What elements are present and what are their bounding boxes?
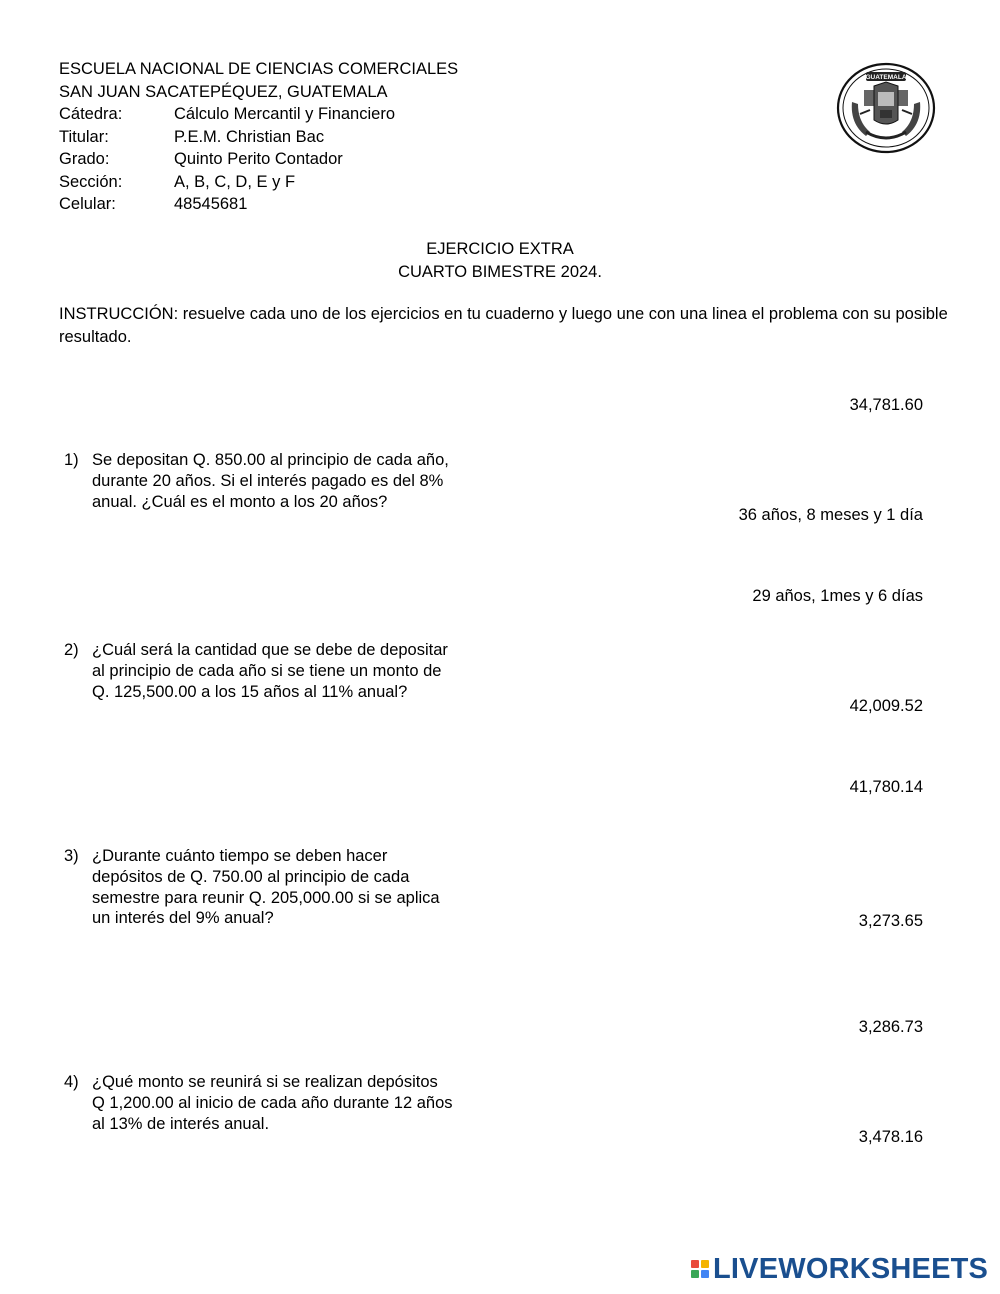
problem-line: Se depositan Q. 850.00 al principio de cada año,	[92, 451, 449, 469]
field-label: Cátedra:	[59, 105, 123, 123]
logo-block-icon	[691, 1260, 699, 1268]
field-value: 48545681	[174, 195, 248, 213]
problem-number: 3)	[64, 847, 79, 865]
field-label: Grado:	[59, 150, 110, 168]
problem-line: semestre para reunir Q. 205,000.00 si se aplica	[92, 888, 440, 907]
field-label: Sección:	[59, 172, 123, 191]
problem-line: anual. ¿Cuál es el monto a los 20 años?	[92, 492, 388, 511]
svg-text:GUATEMALA: GUATEMALA	[865, 74, 907, 81]
answer-option-4[interactable]: 42,009.52	[849, 697, 923, 715]
problem-text	[92, 450, 492, 512]
problem-line: al 13% de interés anual.	[92, 1114, 270, 1133]
school-seal-icon	[836, 62, 936, 154]
problem-line: al principio de cada año si se tiene un monto de	[92, 661, 442, 680]
problem-number: 1)	[64, 451, 79, 469]
instruction-text: INSTRUCCIÓN: resuelve cada uno de los ejercicios en tu cuaderno y luego une con una linea el problema con su posible resultado.	[59, 305, 948, 346]
answer-option-6[interactable]: 3,273.65	[858, 912, 923, 930]
header-field-seccion	[59, 171, 295, 194]
worksheet-subtitle: CUARTO BIMESTRE 2024.	[398, 263, 602, 281]
field-value: P.E.M. Christian Bac	[174, 127, 325, 146]
problem-number: 4)	[64, 1073, 79, 1091]
problem-text	[92, 1072, 492, 1134]
school-location: SAN JUAN SACATEPÉQUEZ, GUATEMALA	[59, 82, 388, 101]
answer-option-8[interactable]: 3,478.16	[858, 1128, 923, 1146]
problem-line: Q 1,200.00 al inicio de cada año durante 12 años	[92, 1093, 453, 1112]
worksheet-title: EJERCICIO EXTRA	[426, 240, 574, 258]
field-value: Quinto Perito Contador	[174, 150, 343, 168]
problem-line: un interés del 9% anual?	[92, 909, 274, 928]
logo-block-icon	[691, 1270, 699, 1278]
header-field-grado	[59, 148, 343, 171]
header-field-catedra	[59, 103, 395, 126]
logo-block-icon	[701, 1270, 709, 1278]
answer-option-2[interactable]: 36 años, 8 meses y 1 día	[738, 506, 923, 524]
logo-block-icon	[701, 1260, 709, 1268]
problem-line: Q. 125,500.00 a los 15 años al 11% anual?	[92, 682, 408, 701]
problem-line: ¿Durante cuánto tiempo se deben hacer	[92, 847, 388, 865]
answer-option-3[interactable]: 29 años, 1mes y 6 días	[752, 587, 923, 605]
header-field-celular	[59, 193, 247, 216]
field-label: Titular:	[59, 127, 109, 146]
field-value: A, B, C, D, E y F	[174, 172, 296, 191]
problem-line: durante 20 años. Si el interés pagado es del 8%	[92, 471, 444, 490]
problem-line: ¿Qué monto se reunirá si se realizan depósitos	[92, 1073, 438, 1091]
answer-option-7[interactable]: 3,286.73	[858, 1018, 923, 1036]
brand-name: LIVEWORKSHEETS	[713, 1252, 989, 1285]
header-field-titular	[59, 126, 324, 149]
problem-text	[92, 640, 492, 702]
school-name: ESCUELA NACIONAL DE CIENCIAS COMERCIALES	[59, 60, 459, 78]
problem-line: ¿Cuál será la cantidad que se debe de depositar	[92, 641, 448, 659]
problem-line: depósitos de Q. 750.00 al principio de cada	[92, 867, 410, 886]
answer-option-1[interactable]: 34,781.60	[849, 396, 923, 414]
logo-blocks-icon	[691, 1260, 709, 1278]
answer-option-5[interactable]: 41,780.14	[849, 778, 923, 796]
field-value: Cálculo Mercantil y Financiero	[174, 105, 396, 123]
field-label: Celular:	[59, 195, 116, 213]
liveworksheets-logo	[691, 1253, 988, 1285]
problem-text	[92, 846, 492, 929]
problem-number: 2)	[64, 641, 79, 659]
